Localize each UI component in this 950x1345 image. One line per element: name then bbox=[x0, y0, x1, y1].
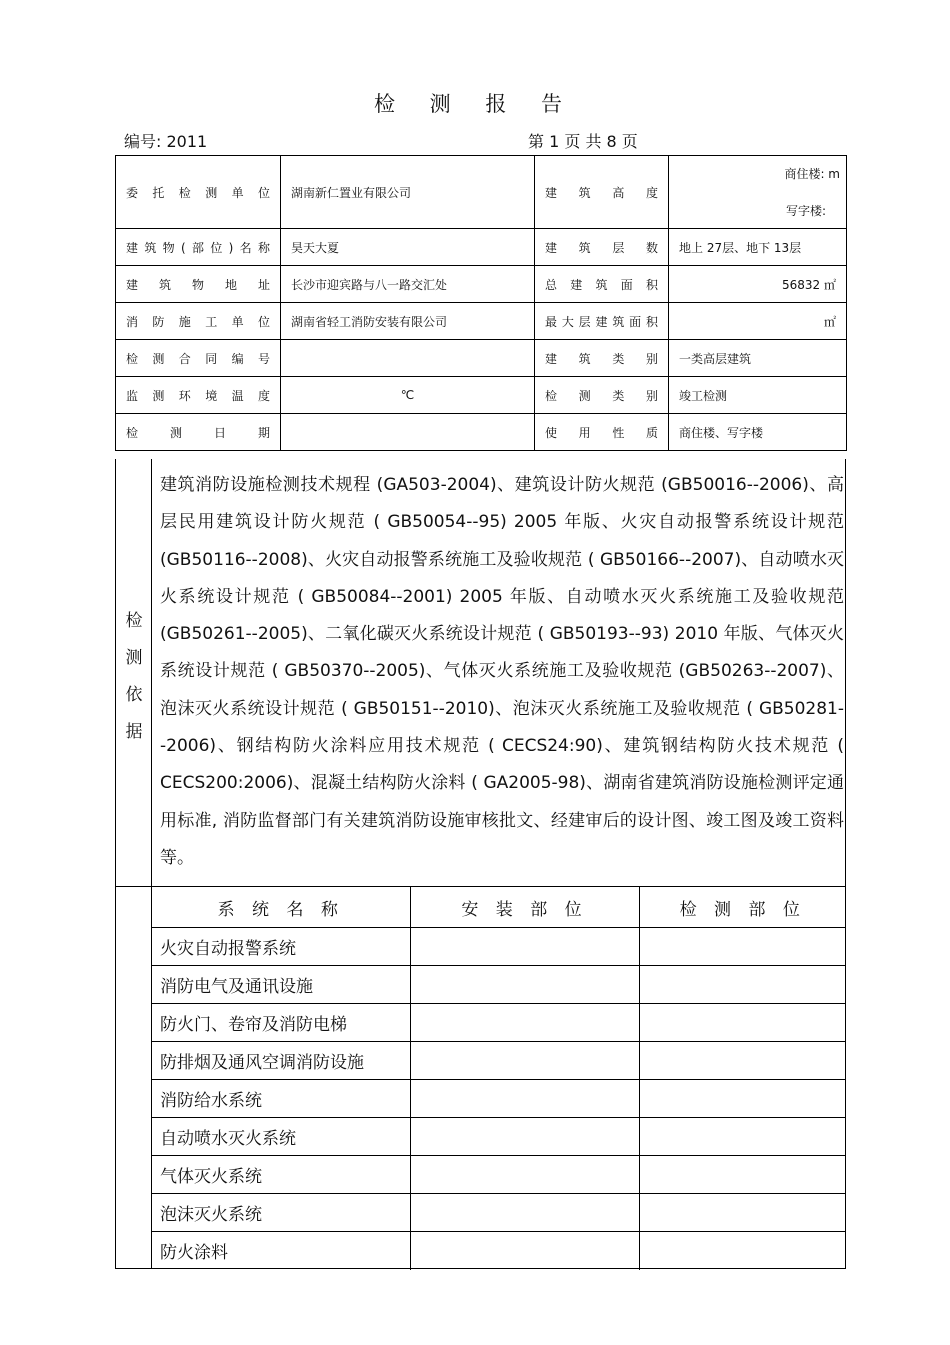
table-row bbox=[152, 966, 846, 1004]
temperature-value: ℃ bbox=[281, 377, 535, 414]
total-area-value: 56832 ㎡ bbox=[669, 266, 847, 303]
temperature-label: 监测环境温度 bbox=[116, 377, 281, 414]
height-value bbox=[669, 156, 847, 229]
install-location bbox=[410, 928, 639, 966]
inspection-location bbox=[639, 1004, 846, 1042]
building-name-value: 昊天大夏 bbox=[281, 229, 535, 266]
system-name: 气体灭火系统 bbox=[152, 1156, 410, 1194]
install-location bbox=[410, 1004, 639, 1042]
table-row bbox=[152, 1080, 846, 1118]
system-name: 防火涂料 bbox=[152, 1232, 410, 1270]
inspection-type-value: 竣工检测 bbox=[669, 377, 847, 414]
date-value bbox=[281, 414, 535, 451]
inspection-location bbox=[639, 1080, 846, 1118]
systems-table bbox=[152, 887, 846, 1270]
install-location bbox=[410, 1156, 639, 1194]
contract-no-value bbox=[281, 340, 535, 377]
table-row bbox=[152, 1118, 846, 1156]
usage-value: 商住楼、写字楼 bbox=[669, 414, 847, 451]
building-name-label: 建筑物(部位)名称 bbox=[116, 229, 281, 266]
usage-label: 使用性质 bbox=[535, 414, 669, 451]
report-title: 检 测 报 告 bbox=[373, 92, 577, 116]
install-location bbox=[410, 1194, 639, 1232]
client-value: 湖南新仁置业有限公司 bbox=[281, 156, 535, 229]
inspection-location bbox=[639, 966, 846, 1004]
info-row bbox=[116, 156, 847, 229]
systems-left-cell bbox=[116, 887, 152, 1268]
inspection-location-header: 检 测 部 位 bbox=[639, 887, 846, 928]
table-row bbox=[152, 1042, 846, 1080]
install-location bbox=[410, 966, 639, 1004]
basis-text: 建筑消防设施检测技术规程 (GA503-2004)、建筑设计防火规范 (GB50016--2006)、高层民用建筑设计防火规范 ( GB50054--95) 2005 年版、火灾自动报警系统设计规范 (GB50116--2008)、火灾自动报警系统施工及验收规范 ( GB50166--2007)、自动喷水灭火系统设计规范 ( GB50084--2001) 2005 年版、自动喷水灭火系统施工及验收规范 (GB50261--2005)、二氧化碳灭火系统设计规范 ( GB50193--93) 2010 年版、气体灭火系统设计规范 ( GB50370--2005)、气体灭火系统施工及验收规范 (GB50263--2007)、泡沫灭火系统设计规范 ( GB50151--2010)、泡沫灭火系统施工及验收规范 ( GB50281--2006)、钢结构防火涂料应用技术规范 ( CECS24:90)、建筑钢结构防火技术规范 ( CECS200:2006)、混凝土结构防火涂料 ( GA2005-98)、湖南省建筑消防设施检测评定通用标准, 消防监督部门有关建筑消防设施审核批文、经建审后的设计图、竣工图及竣工资料等。 bbox=[160, 475, 844, 868]
systems-section bbox=[115, 887, 846, 1269]
address-value: 长沙市迎宾路与八一路交汇处 bbox=[281, 266, 535, 303]
inspection-location bbox=[639, 1042, 846, 1080]
system-name-header: 系 统 名 称 bbox=[152, 887, 410, 928]
info-row bbox=[116, 377, 847, 414]
height-office: 写字楼: bbox=[785, 204, 826, 218]
system-name: 防排烟及通风空调消防设施 bbox=[152, 1042, 410, 1080]
table-row bbox=[152, 1194, 846, 1232]
install-location bbox=[410, 1080, 639, 1118]
inspection-location bbox=[639, 1232, 846, 1270]
install-location bbox=[410, 1118, 639, 1156]
inspection-location bbox=[639, 1118, 846, 1156]
system-name: 火灾自动报警系统 bbox=[152, 928, 410, 966]
date-label: 检测日期 bbox=[116, 414, 281, 451]
install-location bbox=[410, 1232, 639, 1270]
info-row bbox=[116, 229, 847, 266]
system-name: 自动喷水灭火系统 bbox=[152, 1118, 410, 1156]
max-floor-area-label: 最大层建筑面积 bbox=[535, 303, 669, 340]
system-name: 泡沫灭火系统 bbox=[152, 1194, 410, 1232]
inspection-basis-section bbox=[115, 459, 846, 887]
install-location-header: 安 装 部 位 bbox=[410, 887, 639, 928]
max-floor-area-value: ㎡ bbox=[669, 303, 847, 340]
system-name: 消防电气及通讯设施 bbox=[152, 966, 410, 1004]
info-row bbox=[116, 303, 847, 340]
table-row bbox=[152, 928, 846, 966]
table-row bbox=[152, 1156, 846, 1194]
building-class-label: 建筑类别 bbox=[535, 340, 669, 377]
basis-label: 检 测 依 据 bbox=[125, 611, 143, 742]
inspection-location bbox=[639, 1194, 846, 1232]
table-row bbox=[152, 1232, 846, 1270]
inspection-location bbox=[639, 1156, 846, 1194]
contractor-value: 湖南省轻工消防安装有限公司 bbox=[281, 303, 535, 340]
system-name: 消防给水系统 bbox=[152, 1080, 410, 1118]
address-label: 建筑物地址 bbox=[116, 266, 281, 303]
info-row bbox=[116, 340, 847, 377]
floors-label: 建筑层数 bbox=[535, 229, 669, 266]
table-row bbox=[152, 1004, 846, 1042]
height-label: 建筑高度 bbox=[535, 156, 669, 229]
height-residential: 商住楼: m bbox=[784, 167, 840, 181]
install-location bbox=[410, 1042, 639, 1080]
systems-header-row bbox=[152, 887, 846, 928]
inspection-type-label: 检测类别 bbox=[535, 377, 669, 414]
info-row bbox=[116, 266, 847, 303]
inspection-location bbox=[639, 928, 846, 966]
floors-value: 地上 27层、地下 13层 bbox=[669, 229, 847, 266]
system-name: 防火门、卷帘及消防电梯 bbox=[152, 1004, 410, 1042]
report-number: 编号: 2011 bbox=[124, 132, 208, 151]
building-class-value: 一类高层建筑 bbox=[669, 340, 847, 377]
info-table bbox=[115, 155, 847, 451]
contractor-label: 消防施工单位 bbox=[116, 303, 281, 340]
total-area-label: 总建筑面积 bbox=[535, 266, 669, 303]
basis-label-cell bbox=[116, 459, 152, 886]
contract-no-label: 检测合同编号 bbox=[116, 340, 281, 377]
client-label: 委托检测单位 bbox=[116, 156, 281, 229]
page-indicator: 第 1 页 共 8 页 bbox=[528, 132, 638, 151]
info-row bbox=[116, 414, 847, 451]
